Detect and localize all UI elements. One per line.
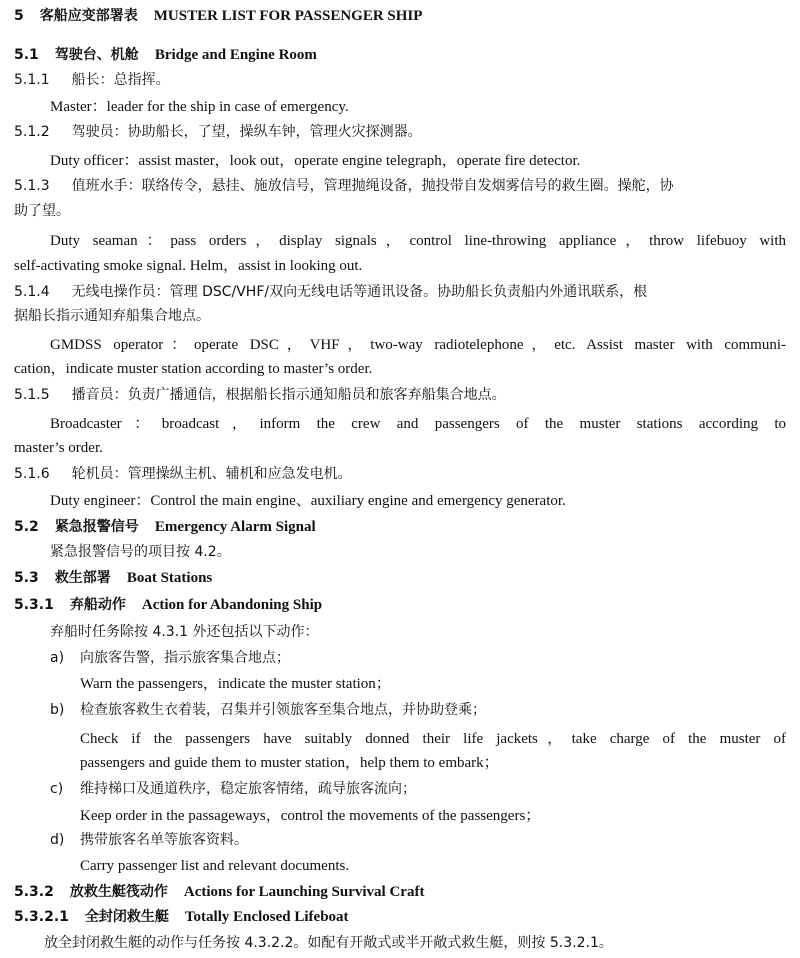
section-5-1-2-en: Duty officer：assist master，look out，operate engine telegraph，operate fire detector. xyxy=(50,153,581,169)
list-item-b-en-2: passengers and guide them to muster station，help them to embark； xyxy=(80,755,499,771)
section-5-3-2-1-body: 放全封闭救生艇的动作与任务按 4.3.2.2。如配有开敞式或半开敞式救生艇，则按 5.3.2.1。 xyxy=(44,935,613,951)
section-5-heading: 5 客船应变部署表 MUSTER LIST FOR PASSENGER SHIP xyxy=(14,8,423,24)
section-5-2-body: 紧急报警信号的项目按 4.2。 xyxy=(50,544,231,560)
list-item-c-zh: c) 维持梯口及通道秩序，稳定旅客情绪，疏导旅客流向； xyxy=(50,781,416,797)
section-5-1-3-zh-1: 5.1.3 值班水手：联络传令，悬挂、施放信号，管理抛绳设备，抛投带自发烟雾信号的救生圈。操舵，协 xyxy=(14,178,674,194)
section-5-1-3-zh-2: 助了望。 xyxy=(14,203,70,219)
section-5-1-6-en: Duty engineer：Control the main engine、auxiliary engine and emergency generator. xyxy=(50,493,566,509)
section-5-1-6-zh: 5.1.6 轮机员：管理操纵主机、辅机和应急发电机。 xyxy=(14,466,352,482)
list-item-c-en: Keep order in the passageways，control the movements of the passengers； xyxy=(80,808,541,824)
section-5-1-4-zh-2: 据船长指示通知弃船集合地点。 xyxy=(14,308,210,324)
section-5-1-5-zh: 5.1.5 播音员：负责广播通信，根据船长指示通知船员和旅客弃船集合地点。 xyxy=(14,387,506,403)
section-5-1-3-en-1: Duty seaman：pass orders，display signals，control line-throwing appliance，throw lifebuoy with xyxy=(50,233,786,249)
list-item-a-en: Warn the passengers，indicate the muster station； xyxy=(80,676,391,692)
section-5-2-heading: 5.2 紧急报警信号 Emergency Alarm Signal xyxy=(14,519,316,535)
section-5-1-4-en-1: GMDSS operator：operate DSC，VHF，two-way radiotelephone，etc. Assist master with communi- xyxy=(50,337,786,353)
list-item-d-en: Carry passenger list and relevant documents. xyxy=(80,858,350,874)
section-5-1-4-en-2: cation，indicate muster station according to master’s order. xyxy=(14,361,373,377)
list-item-b-zh: b) 检查旅客救生衣着装，召集并引领旅客至集合地点，并协助登乘； xyxy=(50,702,486,718)
section-5-3-heading: 5.3 救生部署 Boat Stations xyxy=(14,570,213,586)
section-5-1-2-zh: 5.1.2 驾驶员：协助船长，了望，操纵车钟，管理火灾探测器。 xyxy=(14,124,422,140)
section-5-1-4-zh-1: 5.1.4 无线电操作员：管理 DSC/VHF/双向无线电话等通讯设备。协助船长负责船内外通讯联系，根 xyxy=(14,284,648,300)
section-5-3-1-heading: 5.3.1 弃船动作 Action for Abandoning Ship xyxy=(14,597,323,613)
section-5-1-5-en-1: Broadcaster：broadcast，inform the crew and passengers of the muster stations according to xyxy=(50,416,786,432)
section-5-1-1-en: Master：leader for the ship in case of emergency. xyxy=(50,99,349,115)
list-item-a-zh: a) 向旅客告警，指示旅客集合地点； xyxy=(50,650,290,666)
section-5-3-1-body: 弃船时任务除按 4.3.1 外还包括以下动作： xyxy=(50,624,319,640)
section-5-1-5-en-2: master’s order. xyxy=(14,440,103,456)
section-5-1-3-en-2: self-activating smoke signal. Helm，assist in looking out. xyxy=(14,258,363,274)
section-5-3-2-1-heading: 5.3.2.1 全封闭救生艇 Totally Enclosed Lifeboat xyxy=(14,909,349,925)
section-5-1-heading: 5.1 驾驶台、机舱 Bridge and Engine Room xyxy=(14,47,317,63)
section-5-3-2-heading: 5.3.2 放救生艇筏动作 Actions for Launching Survival Craft xyxy=(14,884,425,900)
list-item-b-en-1: Check if the passengers have suitably donned their life jackets，take charge of the muster of xyxy=(80,731,786,747)
list-item-d-zh: d) 携带旅客名单等旅客资料。 xyxy=(50,832,248,848)
section-5-1-1-zh: 5.1.1 船长：总指挥。 xyxy=(14,72,170,88)
